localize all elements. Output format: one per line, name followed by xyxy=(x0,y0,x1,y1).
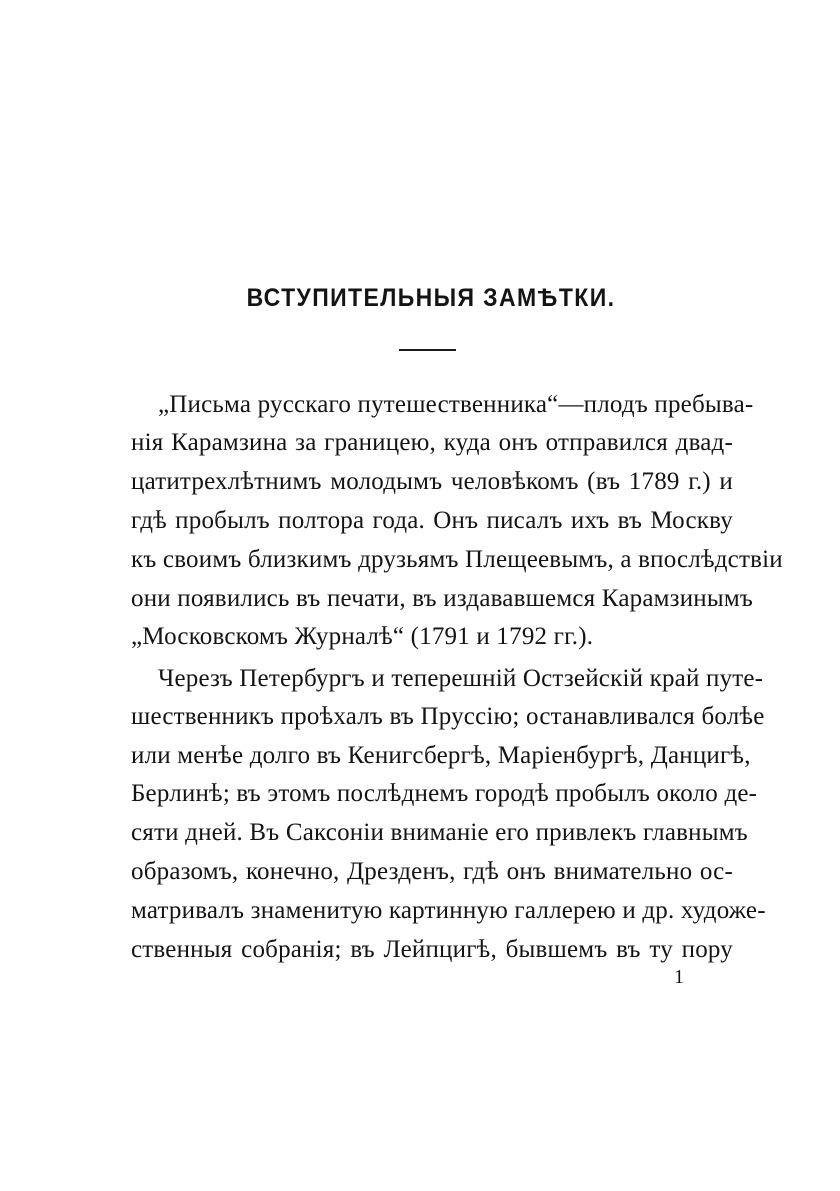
heading-rule xyxy=(399,349,456,351)
text-line: сяти дней. Въ Саксоніи вниманіе его привлекъ главнымъ xyxy=(131,819,748,846)
text-line: Берлинѣ; въ этомъ послѣднемъ городѣ пробылъ около де- xyxy=(131,780,758,807)
text-line: къ своимъ близкимъ друзьямъ Плещеевымъ, а впослѣдствіи xyxy=(131,546,783,573)
text-line: или менѣе долго въ Кенигсбергѣ, Маріенбургѣ, Данцигѣ, xyxy=(131,742,751,769)
text-line: нія Карамзина за границею, куда онъ отправился двад- xyxy=(131,429,733,456)
text-line: они появились въ печати, въ издававшемся Карамзинымъ xyxy=(131,585,754,612)
text-line: образомъ, конечно, Дрезденъ, гдѣ онъ внимательно ос- xyxy=(131,858,733,885)
text-line: ственныя собранія; въ Лейпцигѣ, бывшемъ въ ту пору xyxy=(131,936,733,963)
text-line: гдѣ пробылъ полтора года. Онъ писалъ ихъ въ Москву xyxy=(131,507,733,534)
text-line: Черезъ Петербургъ и теперешній Остзейскій край путе- xyxy=(158,665,764,692)
text-line: „Письма русскаго путешественника“—плодъ пребыва- xyxy=(158,391,754,418)
page-number: 1 xyxy=(674,966,684,988)
text-line: матривалъ знаменитую картинную галлерею и др. художе- xyxy=(131,897,766,924)
text-line: шественникъ проѣхалъ въ Пруссію; останавливался болѣе xyxy=(131,703,765,730)
text-line: „Московскомъ Журналѣ“ (1791 и 1792 гг.). xyxy=(131,623,594,650)
chapter-heading: ВСТУПИТЕЛЬНЫЯ ЗАМѢТКИ. xyxy=(246,284,616,312)
text-line: цатитрехлѣтнимъ молодымъ человѣкомъ (въ 1789 г.) и xyxy=(131,468,733,495)
